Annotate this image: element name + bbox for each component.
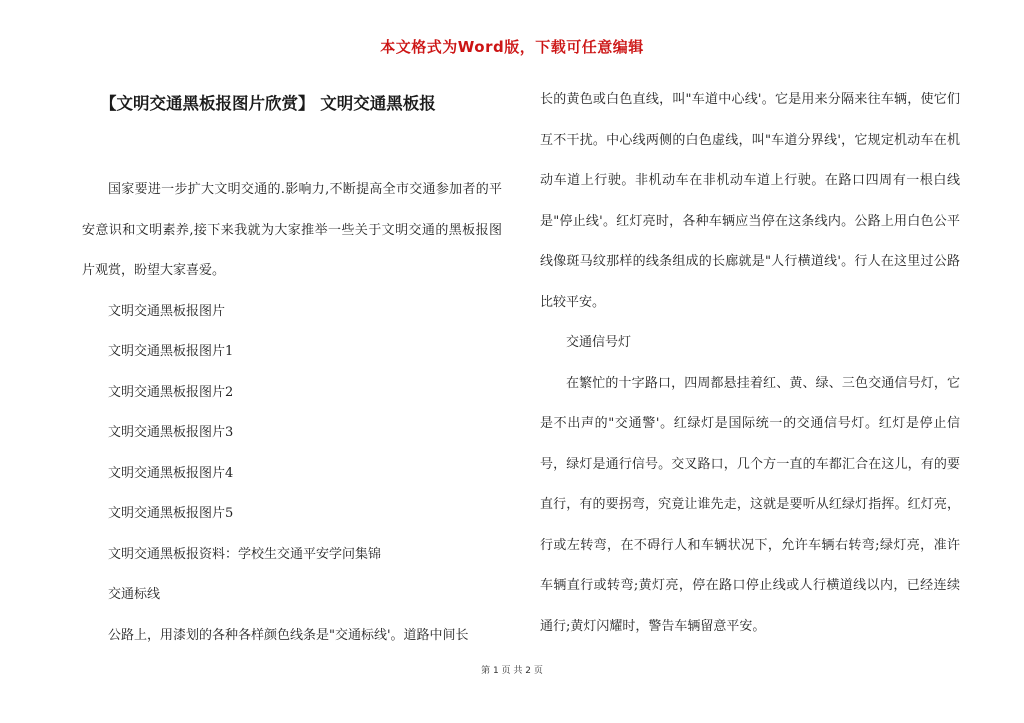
document-title: 【文明交通黑板报图片欣赏】 文明交通黑板报 <box>100 94 436 113</box>
list-item: 文明交通黑板报图片4 <box>108 465 234 481</box>
traffic-lights-paragraph: 在繁忙的十字路口，四周都悬挂着红、黄、绿、三色交通信号灯，它是不出声的"交通警'。红绿灯是国际统一的交通信号灯。红灯是停止信号，绿灯是通行信号。交叉路口，几个方一直的车都汇合在这儿，有的要直行，有的要拐弯，究竟让谁先走，这就是要听从红绿灯指挥。红灯亮，行或左转弯，在不碍行人和车辆状况下，允许车辆右转弯;绿灯亮，准许车辆直行或转弯;黄灯亮，停在路口停止线或人行横道线以内，已经连续通行;黄灯闪耀时，警告车辆留意平安。 <box>540 375 960 634</box>
section-heading-traffic-lights: 交通信号灯 <box>566 335 632 350</box>
title-spacer <box>82 128 502 170</box>
right-column <box>540 80 960 647</box>
list-item: 文明交通黑板报图片 <box>108 303 226 319</box>
list-item: 文明交通黑板报图片2 <box>108 384 234 400</box>
markings-paragraph-start: 公路上，用漆划的各种各样颜色线条是"交通标线'。道路中间长 <box>108 627 469 643</box>
markings-paragraph-continued: 长的黄色或白色直线，叫"车道中心线'。它是用来分隔来往车辆，使它们互不干扰。中心线两侧的白色虚线，叫"车道分界线'，它规定机动车在机动车道上行驶。非机动车在非机动车道上行驶。在路口四周有一根白线是"停止线'。红灯亮时，各种车辆应当停在这条线内。公路上用白色公平线像斑马纹那样的线条组成的长廊就是"人行横道线'。行人在这里过公路比较平安。 <box>540 92 960 310</box>
list-item: 文明交通黑板报图片5 <box>108 506 234 521</box>
intro-paragraph: 国家要进一步扩大文明交通的.影响力,不断提高全市交通参加者的平安意识和文明素养,接下来我就为大家推举一些关于文明交通的黑板报图片观赏，盼望大家喜爱。 <box>82 182 502 278</box>
download-banner: 本文格式为Word版，下载可任意编辑 <box>380 38 644 56</box>
list-item: 文明交通黑板报图片3 <box>108 425 234 440</box>
page-number: 第 1 页 共 2 页 <box>481 666 543 676</box>
list-item: 文明交通黑板报资料：学校生交通平安学问集锦 <box>108 546 382 562</box>
left-column <box>82 80 502 656</box>
section-heading-traffic-markings: 交通标线 <box>108 587 161 602</box>
list-item: 文明交通黑板报图片1 <box>108 344 234 359</box>
